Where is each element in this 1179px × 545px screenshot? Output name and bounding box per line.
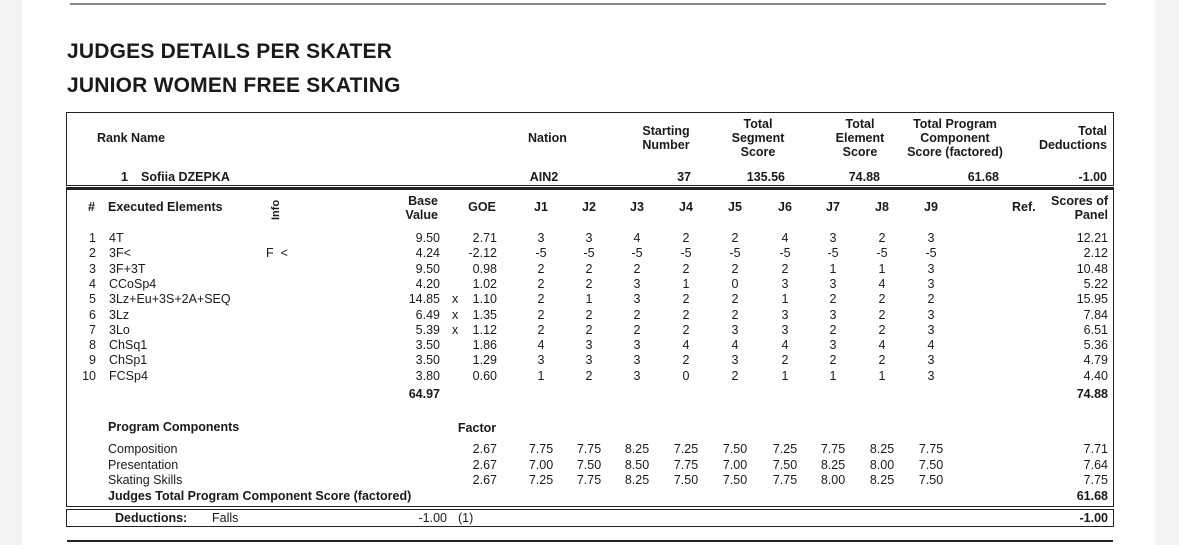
component-panel-score: 7.71 <box>1083 442 1108 456</box>
element-bonus-marker: x <box>452 307 459 322</box>
element-goe: 1.29 <box>472 353 497 368</box>
goe-header: GOE <box>468 200 496 214</box>
element-judge-score-j9: 3 <box>927 276 935 291</box>
element-judge-score-j2: 2 <box>585 322 593 337</box>
element-judge-score-j7: 2 <box>829 292 837 307</box>
deductions-value: -1.00 <box>418 511 447 525</box>
element-judge-score-j4: 1 <box>682 276 690 291</box>
panel-score-total: 74.88 <box>1076 387 1108 401</box>
skater-name: Sofiia DZEPKA <box>141 170 230 184</box>
element-judge-score-j9: 3 <box>927 322 935 337</box>
element-judge-score-j8: 4 <box>878 276 886 291</box>
element-judge-score-j8: 1 <box>878 368 886 383</box>
element-judge-score-j3: 3 <box>633 292 641 307</box>
element-info: F < <box>266 246 288 261</box>
component-judge-score-j1: 7.00 <box>528 457 554 472</box>
element-judge-score-j1: 3 <box>537 231 545 245</box>
total-deductions-header: Total Deductions <box>1038 124 1107 152</box>
element-panel-score: 6.51 <box>1083 322 1108 337</box>
element-judge-score-j4: 2 <box>682 292 690 307</box>
skater-starting-number: 37 <box>677 170 691 184</box>
element-bonus-marker: x <box>452 292 459 307</box>
element-goe: 1.10 <box>472 292 497 307</box>
element-number: 9 <box>89 353 96 368</box>
element-goe: -2.12 <box>468 246 497 261</box>
element-judge-score-j4: 2 <box>682 231 690 245</box>
skater-total-segment-score: 135.56 <box>746 170 785 184</box>
element-panel-score: 15.95 <box>1076 292 1108 307</box>
starting-number-header: Starting Number <box>642 124 690 152</box>
element-base-value: 9.50 <box>415 231 440 245</box>
component-judge-score-j1: 7.25 <box>528 473 554 487</box>
element-judge-score-j2: 3 <box>585 338 593 353</box>
element-judge-score-j5: 2 <box>731 261 739 276</box>
element-judge-score-j3: 2 <box>633 322 641 337</box>
element-judge-score-j6: 1 <box>781 368 789 383</box>
element-judge-score-j5: 3 <box>731 353 739 368</box>
element-judge-score-j9: 3 <box>927 261 935 276</box>
element-panel-score: 12.21 <box>1076 231 1108 245</box>
factor-header: Factor <box>457 421 497 435</box>
element-judge-score-j7: 3 <box>829 338 837 353</box>
judge-header-5: J5 <box>728 200 742 214</box>
element-judge-score-j2: 2 <box>585 307 593 322</box>
judge-header-8: J8 <box>875 200 889 214</box>
element-judge-score-j6: 4 <box>781 231 789 245</box>
base-value-total: 64.97 <box>408 387 440 401</box>
element-judge-score-j5: -5 <box>729 246 741 261</box>
element-judge-score-j1: 4 <box>537 338 545 353</box>
element-judge-score-j1: 1 <box>537 368 545 383</box>
judge-header-9: J9 <box>924 200 938 214</box>
element-panel-score: 5.36 <box>1083 338 1108 353</box>
element-judge-score-j8: 4 <box>878 338 886 353</box>
element-base-value: 5.39 <box>415 322 440 337</box>
element-number: 1 <box>89 231 96 245</box>
element-judge-score-j3: -5 <box>631 246 643 261</box>
element-judge-score-j4: 2 <box>682 307 690 322</box>
component-factor: 2.67 <box>472 457 497 472</box>
component-judge-score-j6: 7.50 <box>772 457 798 472</box>
element-judge-score-j9: 4 <box>927 338 935 353</box>
component-judge-score-j4: 7.25 <box>673 442 699 456</box>
element-judge-score-j5: 2 <box>731 292 739 307</box>
element-name: FCSp4 <box>109 368 148 383</box>
element-goe: 1.86 <box>472 338 497 353</box>
element-judge-score-j5: 2 <box>731 307 739 322</box>
element-number: 7 <box>89 322 96 337</box>
element-judge-score-j5: 2 <box>731 368 739 383</box>
component-judge-score-j7: 7.75 <box>820 442 846 456</box>
element-judge-score-j9: 2 <box>927 292 935 307</box>
element-judge-score-j6: 1 <box>781 292 789 307</box>
element-name: ChSq1 <box>109 338 148 353</box>
skater-rank: 1 <box>121 170 128 184</box>
component-name: Composition <box>108 442 178 456</box>
element-judge-score-j3: 4 <box>633 231 641 245</box>
element-judge-score-j7: 1 <box>829 261 837 276</box>
judge-header-7: J7 <box>826 200 840 214</box>
element-judge-score-j6: 3 <box>781 276 789 291</box>
element-name: 3F+3T <box>109 261 146 276</box>
deductions-label: Deductions: <box>115 511 188 525</box>
component-judge-score-j9: 7.50 <box>918 473 944 487</box>
total-pcs-header: Total Program Component Score (factored) <box>907 117 1003 159</box>
component-judge-score-j4: 7.75 <box>673 457 699 472</box>
component-judge-score-j2: 7.75 <box>576 442 602 456</box>
component-judge-score-j3: 8.50 <box>624 457 650 472</box>
element-judge-score-j2: 1 <box>585 292 593 307</box>
element-judge-score-j8: 2 <box>878 231 886 245</box>
score-sheet-page <box>22 0 1155 545</box>
element-judge-score-j9: -5 <box>925 246 937 261</box>
page-subtitle: JUNIOR WOMEN FREE SKATING <box>67 74 401 97</box>
element-judge-score-j3: 3 <box>633 353 641 368</box>
element-base-value: 6.49 <box>415 307 440 322</box>
element-goe: 0.60 <box>472 368 497 383</box>
component-factor: 2.67 <box>472 442 497 456</box>
deductions-count: (1) <box>458 511 474 525</box>
element-judge-score-j1: 2 <box>537 307 545 322</box>
component-name: Presentation <box>108 457 179 472</box>
component-judge-score-j9: 7.75 <box>918 442 944 456</box>
element-judge-score-j1: 2 <box>537 292 545 307</box>
element-judge-score-j8: 2 <box>878 322 886 337</box>
element-judge-score-j2: 2 <box>585 261 593 276</box>
component-judge-score-j1: 7.75 <box>528 442 554 456</box>
element-judge-score-j9: 3 <box>927 307 935 322</box>
element-base-value: 9.50 <box>415 261 440 276</box>
element-judge-score-j6: 3 <box>781 322 789 337</box>
element-name: 4T <box>109 231 124 245</box>
judge-header-2: J2 <box>582 200 596 214</box>
component-name: Skating Skills <box>108 473 183 487</box>
element-judge-score-j1: 2 <box>537 322 545 337</box>
element-judge-score-j7: 1 <box>829 368 837 383</box>
element-judge-score-j7: 3 <box>829 276 837 291</box>
element-name: 3F< <box>109 246 131 261</box>
element-judge-score-j7: 3 <box>829 231 837 245</box>
element-number: 8 <box>89 338 96 353</box>
skater-total-deductions: -1.00 <box>1078 170 1107 184</box>
element-judge-score-j8: -5 <box>876 246 888 261</box>
element-base-value: 4.24 <box>415 246 440 261</box>
element-number: 6 <box>89 307 96 322</box>
element-judge-score-j4: 2 <box>682 353 690 368</box>
judge-header-1: J1 <box>534 200 548 214</box>
component-panel-score: 7.75 <box>1083 473 1108 487</box>
element-judge-score-j2: 2 <box>585 276 593 291</box>
element-name: ChSp1 <box>109 353 148 368</box>
element-judge-score-j8: 2 <box>878 292 886 307</box>
element-judge-score-j3: 2 <box>633 261 641 276</box>
component-factor: 2.67 <box>472 473 497 487</box>
element-number: 3 <box>89 261 96 276</box>
deductions-type: Falls <box>212 511 239 525</box>
component-judge-score-j5: 7.50 <box>722 473 748 487</box>
element-panel-score: 4.40 <box>1083 368 1108 383</box>
element-judge-score-j8: 2 <box>878 307 886 322</box>
element-judge-score-j6: -5 <box>779 246 791 261</box>
element-judge-score-j4: 2 <box>682 261 690 276</box>
element-base-value: 4.20 <box>415 276 440 291</box>
element-judge-score-j7: 2 <box>829 353 837 368</box>
ref-header: Ref. <box>1012 200 1036 214</box>
info-header: Info <box>270 199 282 220</box>
judges-total-pcs-value: 61.68 <box>1076 489 1108 503</box>
component-judge-score-j5: 7.00 <box>722 457 748 472</box>
element-base-value: 14.85 <box>408 292 440 307</box>
element-name: 3Lo <box>109 322 130 337</box>
element-base-value: 3.50 <box>415 353 440 368</box>
skater-total-element-score: 74.88 <box>848 170 880 184</box>
executed-elements-header: Executed Elements <box>108 200 223 214</box>
component-judge-score-j2: 7.75 <box>576 473 602 487</box>
program-components-header: Program Components <box>108 420 240 434</box>
element-number-header: # <box>88 200 95 214</box>
element-judge-score-j1: 2 <box>537 276 545 291</box>
element-name: CCoSp4 <box>109 276 157 291</box>
element-judge-score-j6: 2 <box>781 261 789 276</box>
element-bonus-marker: x <box>452 322 459 337</box>
bottom-rule <box>67 540 1113 542</box>
element-panel-score: 2.12 <box>1083 246 1108 261</box>
skater-total-pcs: 61.68 <box>967 170 999 184</box>
component-judge-score-j3: 8.25 <box>624 442 650 456</box>
element-name: 3Lz <box>109 307 130 322</box>
element-judge-score-j3: 2 <box>633 307 641 322</box>
component-panel-score: 7.64 <box>1083 457 1108 472</box>
component-judge-score-j8: 8.25 <box>869 442 895 456</box>
element-panel-score: 10.48 <box>1076 261 1108 276</box>
page-title: JUDGES DETAILS PER SKATER <box>67 40 393 63</box>
component-judge-score-j8: 8.00 <box>869 457 895 472</box>
element-panel-score: 4.79 <box>1083 353 1108 368</box>
component-judge-score-j6: 7.25 <box>772 442 798 456</box>
element-judge-score-j7: 3 <box>829 307 837 322</box>
element-judge-score-j1: 2 <box>537 261 545 276</box>
element-judge-score-j5: 4 <box>731 338 739 353</box>
total-segment-score-header: Total Segment Score <box>731 117 785 159</box>
element-judge-score-j5: 2 <box>731 231 739 245</box>
element-judge-score-j6: 4 <box>781 338 789 353</box>
element-judge-score-j2: 3 <box>585 231 593 245</box>
element-base-value: 3.80 <box>415 368 440 383</box>
top-rule <box>70 3 1106 5</box>
element-judge-score-j6: 2 <box>781 353 789 368</box>
component-judge-score-j6: 7.75 <box>772 473 798 487</box>
element-name: 3Lz+Eu+3S+2A+SEQ <box>109 292 231 307</box>
element-judge-score-j9: 3 <box>927 353 935 368</box>
component-judge-score-j9: 7.50 <box>918 457 944 472</box>
skater-nation: AIN2 <box>529 170 559 184</box>
element-judge-score-j5: 3 <box>731 322 739 337</box>
element-judge-score-j4: 2 <box>682 322 690 337</box>
element-judge-score-j3: 3 <box>633 368 641 383</box>
element-goe: 1.12 <box>472 322 497 337</box>
element-judge-score-j7: -5 <box>827 246 839 261</box>
element-judge-score-j8: 2 <box>878 353 886 368</box>
component-judge-score-j3: 8.25 <box>624 473 650 487</box>
element-judge-score-j2: -5 <box>583 246 595 261</box>
element-number: 2 <box>89 246 96 261</box>
element-judge-score-j4: -5 <box>680 246 692 261</box>
deductions-total: -1.00 <box>1079 511 1108 525</box>
scores-of-panel-header: Scores of Panel <box>1051 194 1108 222</box>
base-value-header: Base Value <box>405 194 438 222</box>
element-judge-score-j1: 3 <box>537 353 545 368</box>
element-number: 10 <box>82 368 96 383</box>
element-panel-score: 5.22 <box>1083 276 1108 291</box>
element-judge-score-j2: 2 <box>585 368 593 383</box>
judges-total-pcs-label: Judges Total Program Component Score (factored) <box>108 489 412 503</box>
rank-name-header: Rank Name <box>97 131 166 145</box>
element-judge-score-j6: 3 <box>781 307 789 322</box>
element-judge-score-j8: 1 <box>878 261 886 276</box>
judge-header-3: J3 <box>630 200 644 214</box>
element-base-value: 3.50 <box>415 338 440 353</box>
component-judge-score-j4: 7.50 <box>673 473 699 487</box>
component-judge-score-j2: 7.50 <box>576 457 602 472</box>
judge-header-4: J4 <box>679 200 693 214</box>
component-judge-score-j7: 8.25 <box>820 457 846 472</box>
element-judge-score-j9: 3 <box>927 368 935 383</box>
nation-header: Nation <box>528 131 567 145</box>
component-judge-score-j5: 7.50 <box>722 442 748 456</box>
element-goe: 1.02 <box>472 276 497 291</box>
element-judge-score-j5: 0 <box>731 276 739 291</box>
element-judge-score-j9: 3 <box>927 231 935 245</box>
total-element-score-header: Total Element Score <box>835 117 885 159</box>
element-number: 5 <box>89 292 96 307</box>
judge-header-6: J6 <box>778 200 792 214</box>
element-judge-score-j3: 3 <box>633 338 641 353</box>
element-panel-score: 7.84 <box>1083 307 1108 322</box>
element-goe: 2.71 <box>472 231 497 245</box>
component-judge-score-j7: 8.00 <box>820 473 846 487</box>
element-judge-score-j3: 3 <box>633 276 641 291</box>
element-judge-score-j4: 4 <box>682 338 690 353</box>
element-goe: 0.98 <box>472 261 497 276</box>
element-judge-score-j7: 2 <box>829 322 837 337</box>
component-judge-score-j8: 8.25 <box>869 473 895 487</box>
element-judge-score-j4: 0 <box>682 368 690 383</box>
element-judge-score-j1: -5 <box>535 246 547 261</box>
element-number: 4 <box>89 276 96 291</box>
element-goe: 1.35 <box>472 307 497 322</box>
element-judge-score-j2: 3 <box>585 353 593 368</box>
